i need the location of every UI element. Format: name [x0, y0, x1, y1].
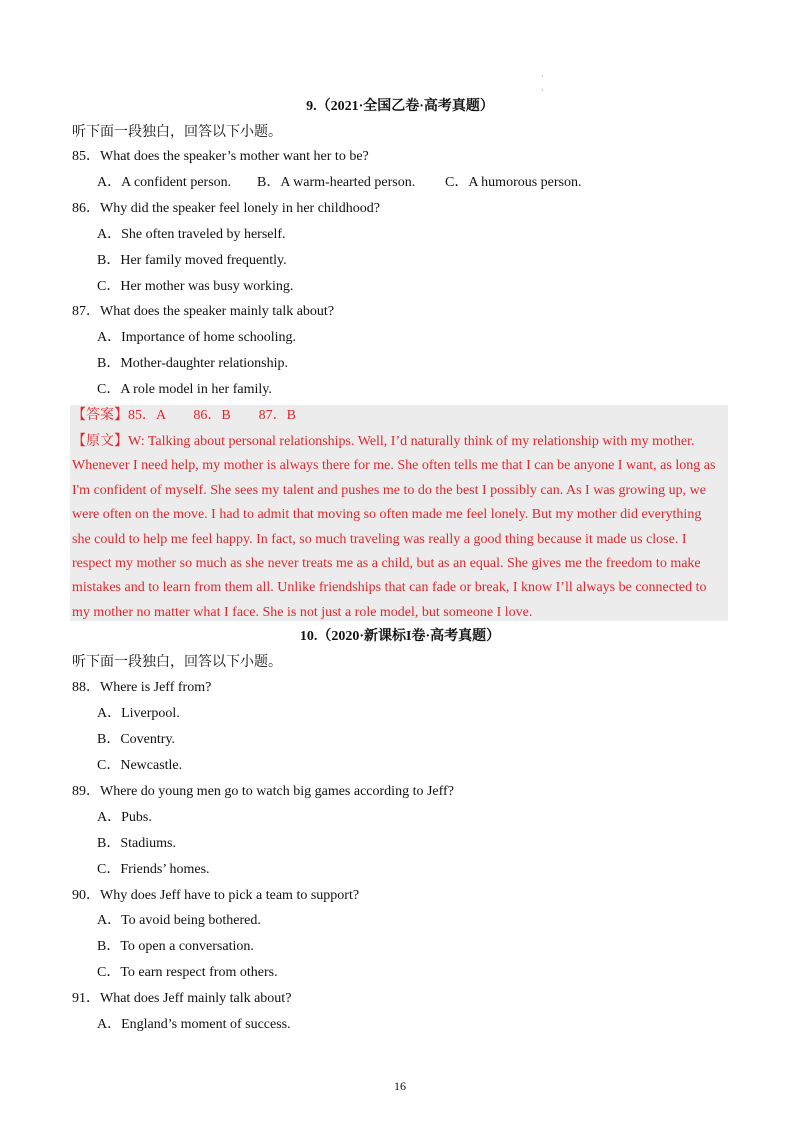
option-86-a: A．She often traveled by herself.	[97, 227, 286, 242]
option-87-c: C．A role model in her family.	[97, 382, 272, 397]
option-85-c: C．A humorous person.	[445, 175, 582, 190]
option-88-b: B．Coventry.	[97, 732, 176, 747]
option-86-c: C．Her mother was busy working.	[97, 279, 294, 294]
question-88: 88．Where is Jeff from?	[72, 680, 212, 695]
option-88-a: A．Liverpool.	[97, 706, 180, 721]
option-91-a: A．England’s moment of success.	[97, 1017, 291, 1032]
section-9-heading: 9.（2021·全国乙卷·高考真题）	[306, 99, 494, 114]
header-marks: · ·	[541, 72, 544, 95]
transcript-line: respect my mother so much as she never treats me as a child, but as an equal. She gives me the freedom to make	[72, 556, 701, 572]
question-85: 85．What does the speaker’s mother want her to be?	[72, 149, 369, 164]
question-90: 90．Why does Jeff have to pick a team to support?	[72, 888, 360, 903]
section-10-intro: 听下面一段独白，回答以下小题。	[72, 655, 282, 670]
option-87-a: A．Importance of home schooling.	[97, 330, 297, 345]
section-10-heading: 10.（2020·新课标I卷·高考真题）	[299, 629, 501, 644]
option-89-c: C．Friends’ homes.	[97, 862, 210, 877]
transcript-line: 【原文】W: Talking about personal relationships. Well, I’d naturally think of my relationship with my mother.	[72, 434, 695, 449]
option-90-b: B．To open a conversation.	[97, 939, 254, 954]
transcript-line: I'm confident of myself. She sees my talent and pushes me to do the best I possibly can. As I was growing up, we	[72, 482, 706, 498]
option-90-a: A．To avoid being bothered.	[97, 913, 261, 928]
option-88-c: C．Newcastle.	[97, 758, 183, 773]
option-87-b: B．Mother-daughter relationship.	[97, 356, 289, 371]
option-89-b: B．Stadiums.	[97, 836, 176, 851]
question-91: 91．What does Jeff mainly talk about?	[72, 991, 292, 1006]
transcript-line: mistakes and to learn from them all. Unlike friendships that can fade or break, I know I’ll always be connected to	[72, 580, 707, 596]
option-86-b: B．Her family moved frequently.	[97, 253, 287, 268]
section-9-intro: 听下面一段独白，回答以下小题。	[72, 125, 282, 140]
option-85-a: A．A confident person.	[97, 175, 232, 190]
answer-key: 【答案】85．A 86．B 87．B	[72, 408, 297, 423]
transcript-line: were often on the move. I had to admit that moving so often made me feel lonely. But my mother did everything	[72, 507, 702, 523]
transcript-line: she could to help me feel happy. In fact, so much traveling was really a good thing because it made us close. I	[72, 531, 687, 547]
option-89-a: A．Pubs.	[97, 810, 152, 825]
question-87: 87．What does the speaker mainly talk about?	[72, 304, 335, 319]
transcript-line: Whenever I need help, my mother is always there for me. She often tells me that I can be anyone I want, as long as	[72, 458, 716, 474]
option-85-b: B．A warm-hearted person.	[257, 175, 416, 190]
transcript	[72, 430, 724, 625]
page-number: 16	[394, 1079, 406, 1093]
question-89: 89．Where do young men go to watch big games according to Jeff?	[72, 784, 454, 799]
option-90-c: C．To earn respect from others.	[97, 965, 278, 980]
question-85-options	[97, 173, 582, 193]
transcript-line: my mother no matter what I face. She is not just a role model, but someone I love.	[72, 604, 533, 620]
question-86: 86．Why did the speaker feel lonely in her childhood?	[72, 201, 380, 216]
